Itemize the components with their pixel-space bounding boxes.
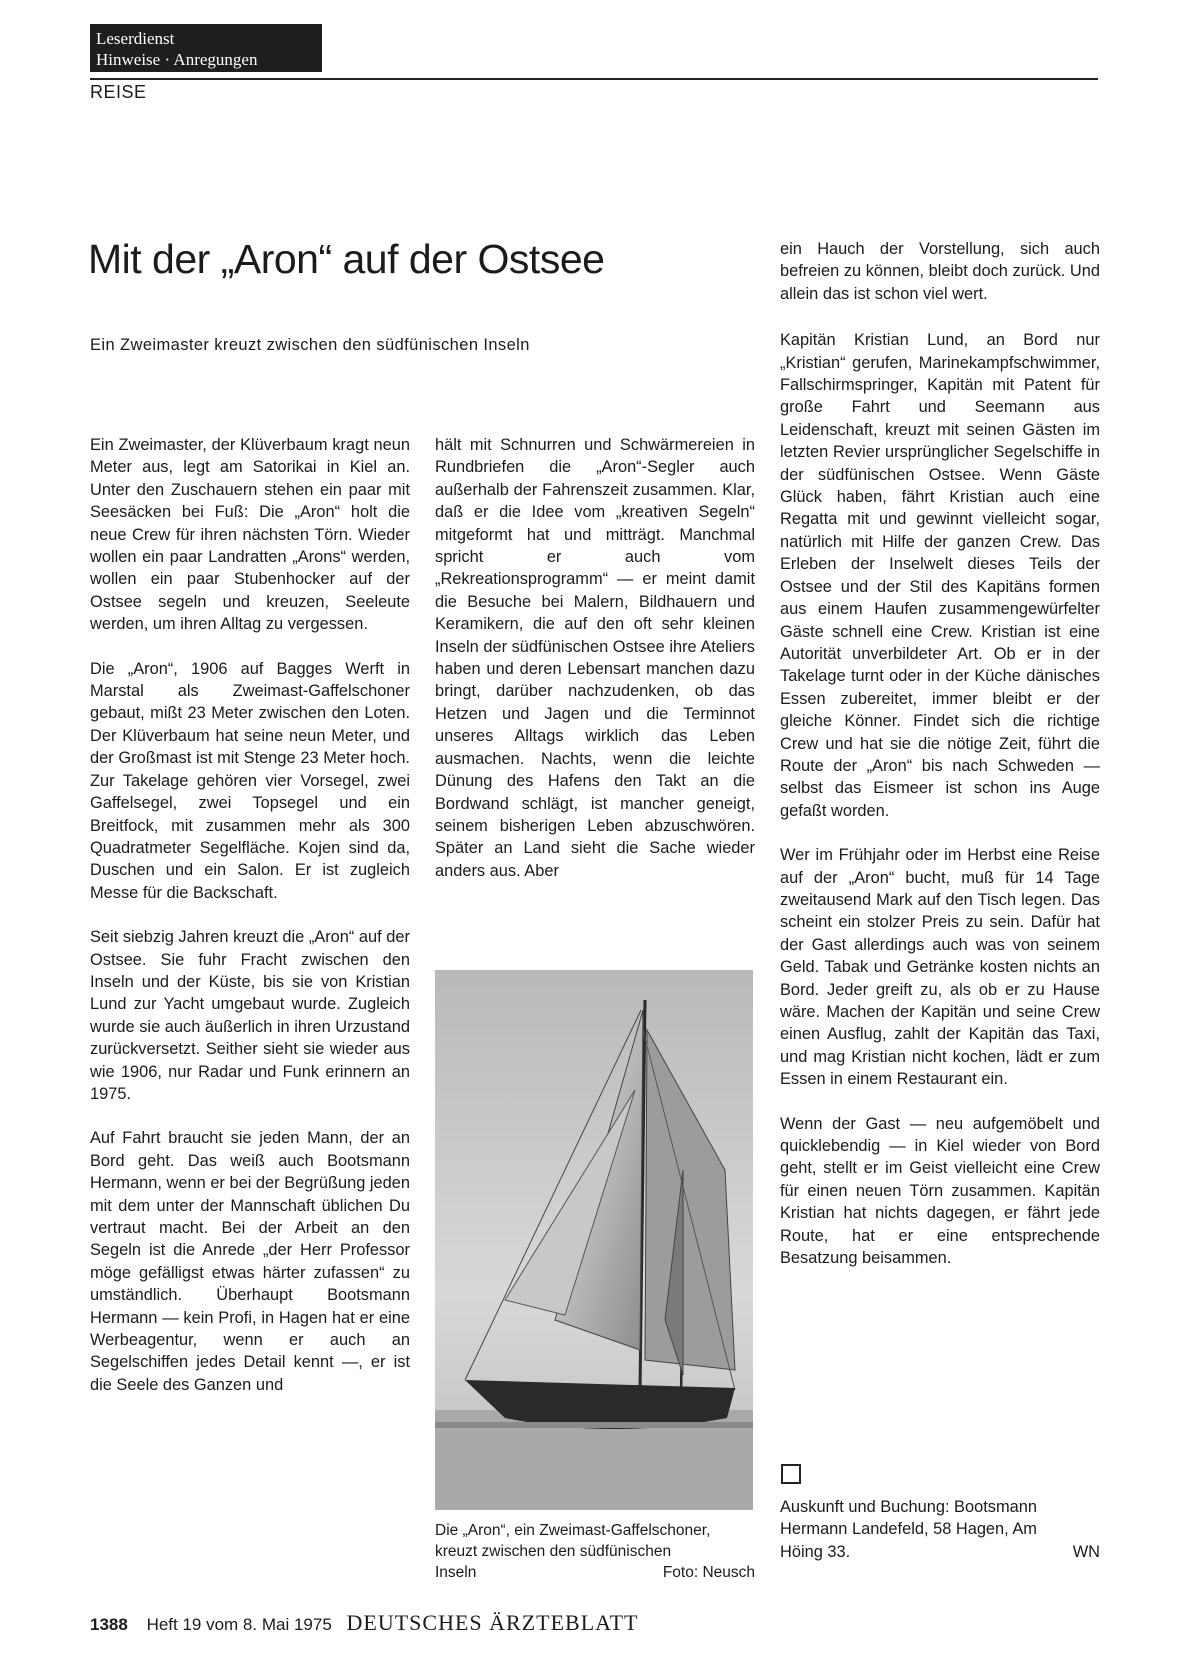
header-rule [90, 78, 1098, 80]
journal-name: DEUTSCHES ÄRZTEBLATT [346, 1610, 639, 1635]
paragraph: Kapitän Kristian Lund, an Bord nur „Kristian“ gerufen, Marinekampfschwimmer, Fallschirmspringer, Kapitän mit Patent für große Fahrt und Seemann aus Leidenschaft, kreuzt mit seinen Gästen im letzten Revier ursprünglicher Segelschiffe in der südfünischen Ostsee. Wenn Gäste Glück haben, fährt Kristian auch eine Regatta mit und gewinnt vielleicht sogar, natürlich mit Hilfe der ganzen Crew. Das Erleben der Inselwelt dieses Teils der Ostsee und der Stil des Kapitäns formen aus einem Haufen zusammengewürfelter Gäste schnell eine Crew. Kristian ist eine Autorität unverbildeter Art. Ob er in der Takelage turnt oder in der Küche dänisches Essen zubereitet, immer bleibt er der gleiche Könner. Findet sich die richtige Crew und hat sie die nötige Zeit, führt die Route der „Aron“ bis nach Schweden — selbst das Eismeer ist schon ins Auge gefaßt worden. [780, 331, 1100, 820]
schooner-photo [435, 970, 753, 1510]
caption-text: Die „Aron“, ein Zweimast-Gaffelschoner, kreuzt zwischen den südfünischen [435, 1522, 711, 1560]
author-initials: WN [1072, 1542, 1100, 1561]
paragraph: Seit siebzig Jahren kreuzt die „Aron“ auf der Ostsee. Sie fuhr Fracht zwischen den Inseln und der Küste, bis sie von Kristian Lund zur Yacht umgebaut wurde. Zugleich wurde sie auch äußerlich in ihren Urzustand zurückversetzt. Seither sieht sie wieder aus wie 1906, nur Radar und Funk erinnern an 1975. [90, 928, 410, 1103]
booking-info [780, 1496, 1100, 1563]
issue-info: Heft 19 vom 8. Mai 1975 [146, 1615, 332, 1634]
end-mark-box-icon [781, 1464, 801, 1484]
page-number: 1388 [90, 1615, 128, 1634]
paragraph: Wer im Frühjahr oder im Herbst eine Reise auf der „Aron“ bucht, muß für 14 Tage zweitausend Mark auf den Tisch legen. Das scheint ein stolzer Preis zu sein. Dafür hat der Gast allerdings auch was von seinem Geld. Tabak und Getränke kosten nichts an Bord. Jeder greift zu, als ob er zu Hause wäre. Machen der Kapitän und seine Crew einen Ausflug, zahlt der Kapitän das Taxi, und mag Kristian nicht kochen, lädt er zum Essen in einem Restaurant ein. [780, 846, 1100, 1089]
paragraph: Wenn der Gast — neu aufgemöbelt und quicklebendig — in Kiel wieder von Bord geht, stellt er im Geist vielleicht eine Crew für einen neuen Törn zusammen. Kapitän Kristian hat nichts dagegen, er fährt jede Route, hat er eine entsprechende Besatzung beisammen. [780, 1114, 1100, 1268]
paragraph: Ein Zweimaster, der Klüverbaum kragt neun Meter aus, legt am Satorikai in Kiel an. Unter den Zuschauern stehen ein paar mit Seesäcken bei Fuß: Die „Aron“ holt die neue Crew für ihren nächsten Törn. Wieder wollen ein paar Landratten „Arons“ werden, wollen ein paar Stubenhocker auf der Ostsee segeln und kreuzen, Seeleute werden, um ihren Alltag zu vergessen. [90, 436, 410, 634]
section-badge [90, 24, 322, 72]
photo-credit: Foto: Neusch [662, 1564, 755, 1581]
article-subtitle: Ein Zweimaster kreuzt zwischen den südfünischen Inseln [90, 336, 530, 354]
booking-text: Auskunft und Buchung: Bootsmann Hermann Landefeld, 58 Hagen, Am [780, 1498, 1037, 1539]
booking-address-end: Höing 33. [780, 1542, 851, 1561]
caption-last-line: Inseln [435, 1564, 477, 1581]
text-column-2 [435, 434, 755, 904]
text-column-1 [90, 434, 410, 1418]
page-footer [90, 1610, 638, 1636]
paragraph: Auf Fahrt braucht sie jeden Mann, der an Bord geht. Das weiß auch Bootsmann Hermann, wenn er bei der Begrüßung jeden mit dem unter der Mannschaft üblichen Du vertraut macht. Bei der Arbeit an den Segeln ist die Anrede „der Herr Professor möge gefälligst etwas härter zufassen“ zu umständlich. Überhaupt Bootsmann Hermann — kein Profi, in Hagen hat er eine Werbeagentur, wenn er auch an Segelschiffen jedes Detail kennt —, er ist die Seele des Ganzen und [90, 1129, 410, 1394]
article-title: Mit der „Aron“ auf der Ostsee [88, 236, 605, 282]
text-column-3 [780, 238, 1100, 1291]
photo-caption [435, 1520, 755, 1583]
badge-line-1: Leserdienst [96, 29, 175, 48]
paragraph: ein Hauch der Vorstellung, sich auch befreien zu können, bleibt doch zurück. Und allein das ist schon viel wert. [780, 240, 1100, 303]
badge-line-2: Hinweise · Anregungen [96, 50, 258, 69]
paragraph: Die „Aron“, 1906 auf Bagges Werft in Marstal als Zweimast-Gaffelschoner gebaut, mißt 23 Meter zwischen den Loten. Der Klüverbaum hat seine neun Meter, und der Großmast ist mit Stenge 23 Meter hoch. Zur Takelage gehören vier Vorsegel, zwei Gaffelsegel, zwei Topsegel und ein Breitfock, mit zusammen mehr als 300 Quadratmeter Segelfläche. Kojen sind da, Duschen und ein Salon. Er ist zugleich Messe für die Backschaft. [90, 659, 410, 902]
section-label: REISE [90, 82, 147, 102]
paragraph: hält mit Schnurren und Schwärmereien in Rundbriefen die „Aron“-Segler auch außerhalb der Fahrenszeit zusammen. Klar, daß er die Idee vom „kreativen Segeln“ mitgeformt hat und mitträgt. Manchmal spricht er auch vom „Rekreationsprogramm“ — er meint damit die Besuche bei Malern, Bildhauern und Keramikern, die auf den oft sehr kleinen Inseln der südfünischen Ostsee ihre Ateliers haben und deren Lebensart manchen dazu bringt, darüber nachzudenken, ob das Hetzen und Jagen und die Terminnot unseres Alltags wirklich das Leben ausmachen. Nachts, wenn die leichte Dünung des Hafens den Takt an die Bordwand schlägt, ist mancher geneigt, seinem bisherigen Leben abzuschwören. Später an Land sieht die Sache wieder anders aus. Aber [435, 436, 755, 880]
